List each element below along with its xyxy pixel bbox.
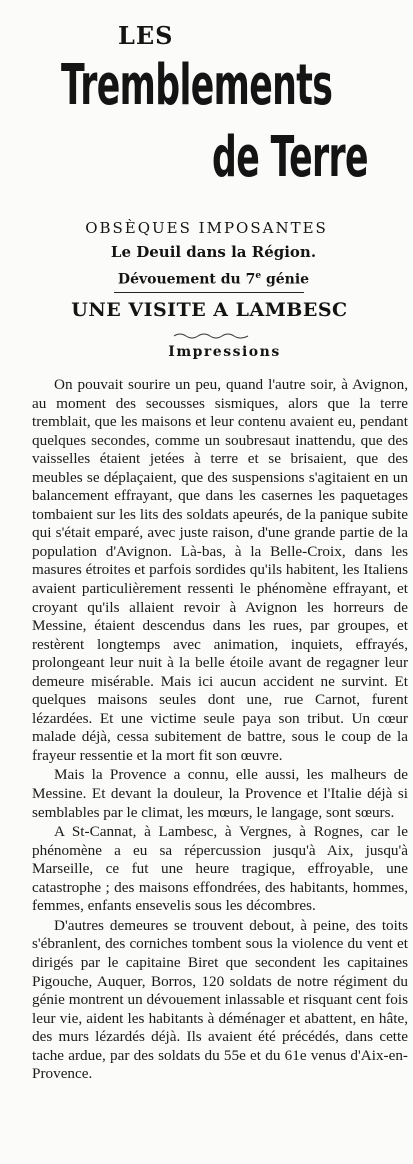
divider-rule (114, 292, 304, 293)
section-title: Impressions (168, 344, 281, 360)
subhead-deuil: Le Deuil dans la Région. (110, 243, 317, 261)
paragraph-4: D'autres demeures se trouvent debout, à peine, des toits s'ébranlent, des corniches tombent sous la violence du vent et dirigés par le capitaine Biret que secondent les capitaines Pigouche, Auquer, Borros, 120 soldats de notre régiment du génie montrent un dévouement inlassable et risquant cent fois leur vie, aident les habitants à déménager et abattent, en hâte, des murs lézardés déjà. Ils avaient été précédés, dans cette tache ardue, par des soldats du 55e et du 61e venus d'Aix-en-Provence. (32, 916, 408, 1083)
subhead-devouement (0, 266, 413, 290)
subhead-devouement-post: génie (261, 271, 310, 288)
header-tremblements: Tremblements (61, 53, 333, 118)
subhead-devouement-sup: e (255, 271, 262, 281)
paragraph-3: A St-Cannat, à Lambesc, à Vergnes, à Rognes, car le phénomène a eu sa répercussion jusqu'à Aix, jusqu'à Marseille, ce fut une heure tragique, effroyable, une catastrophe ; des maisons effondrées, des habitants, hommes, femmes, enfants ensevelis sous les décombres. (32, 823, 408, 915)
subhead-devouement-pre: Dévouement du 7 (117, 271, 256, 288)
subhead-obseques: OBSÈQUES IMPOSANTES (85, 219, 328, 237)
paragraph-2: Mais la Provence a connu, elle aussi, les malheurs de Messine. Et devant la douleur, la Provence et l'Italie déjà si semblables par le climat, les mœurs, le langage, sont sœurs. (32, 766, 408, 821)
header-de-terre: de Terre (212, 125, 368, 190)
paragraph-1: On pouvait sourire un peu, quand l'autre soir, à Avignon, au moment des secousses sismiques, alors que la terre tremblait, que les maisons et leur contenu avaient eu, pendant quelques secondes, comme un soubresaut inattendu, que des vaisselles étaient jetées à terre et se brisaient, que des meubles se déplaçaient, que des suspensions s'agitaient en un balancement effrayant, que dans les casernes les paquetages tombaient sur les lits des soldats apeurés, de la panique subite qui s'était emparé, avec juste raison, d'une grande partie de la population d'Avignon. Là-bas, à la Belle-Croix, dans les masures étroites et parfois sordides qu'ils habitent, les Italiens avaient particulièrement ressenti le phénomène effrayant, et croyant qu'ils allaient revoir à Avignon les horreurs de Messine, étaient descendus dans les rues, par groupes, et restèrent longtemps avec animation, inquiets, effrayés, prolongeant leur nuit à la belle étoile avant de regagner leur demeure misérable. Mais ici aucun accident ne survint. Et quelques maisons seules dont une, rue Carnot, furent lézardées. Et une victime seule paya son tribut. Un cœur malade déjà, cessa subitement de battre, sous le coup de la frayeur ressentie et la mort fit son œuvre. (32, 376, 408, 764)
article-body (32, 376, 408, 1085)
ornament-divider (172, 332, 250, 340)
article-headline: UNE VISITE A LAMBESC (71, 299, 348, 321)
header-les: LES (118, 21, 174, 50)
